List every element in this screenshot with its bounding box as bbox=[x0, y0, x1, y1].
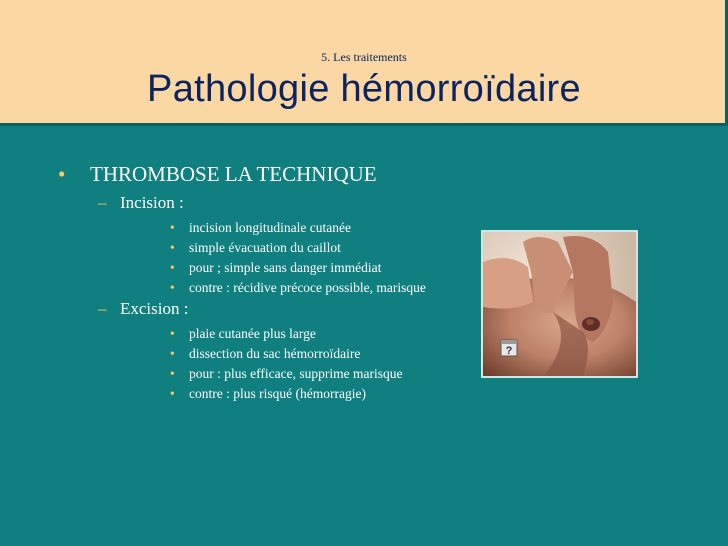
bullet: • bbox=[170, 386, 175, 401]
bullet: • bbox=[170, 280, 175, 295]
bullet: • bbox=[170, 366, 175, 381]
section-label: Excision : bbox=[120, 299, 189, 318]
section-excision bbox=[58, 299, 458, 319]
dash: – bbox=[98, 193, 107, 212]
list-item-text: contre : récidive précoce possible, marisque bbox=[189, 280, 426, 295]
list-item bbox=[58, 365, 489, 382]
list-item bbox=[58, 259, 489, 276]
list-item bbox=[58, 385, 489, 402]
list-item-text: dissection du sac hémorroïdaire bbox=[189, 346, 361, 361]
section-label: Incision : bbox=[120, 193, 184, 212]
outline-heading: THROMBOSE LA TECHNIQUE bbox=[90, 162, 377, 186]
clinical-photo[interactable] bbox=[481, 230, 638, 378]
bullet: • bbox=[170, 346, 175, 361]
list-item-text: pour : plus efficace, supprime marisque bbox=[189, 366, 403, 381]
list-item bbox=[58, 345, 489, 362]
list-item-text: plaie cutanée plus large bbox=[189, 326, 316, 341]
slide-content bbox=[58, 162, 458, 405]
outline-heading-item bbox=[58, 162, 458, 187]
photo-image bbox=[483, 232, 636, 376]
slide-subtitle: 5. Les traitements bbox=[321, 50, 407, 64]
list-item bbox=[58, 325, 489, 342]
list-item bbox=[58, 219, 489, 236]
slide-title: Pathologie hémorroïdaire bbox=[147, 68, 581, 110]
bullet: • bbox=[170, 240, 175, 255]
bullet: • bbox=[170, 220, 175, 235]
bullet: • bbox=[58, 162, 66, 186]
missing-media-icon-bar bbox=[501, 340, 517, 344]
list-item-text: pour ; simple sans danger immédiat bbox=[189, 260, 382, 275]
dash: – bbox=[98, 299, 107, 318]
bullet: • bbox=[170, 326, 175, 341]
bullet: • bbox=[170, 260, 175, 275]
list-item-text: incision longitudinale cutanée bbox=[189, 220, 351, 235]
section-incision bbox=[58, 193, 458, 213]
list-item bbox=[58, 279, 489, 296]
list-item-text: simple évacuation du caillot bbox=[189, 240, 341, 255]
list-item bbox=[58, 239, 489, 256]
missing-media-glyph: ? bbox=[505, 345, 513, 357]
slide-header bbox=[0, 0, 728, 126]
list-item-text: contre : plus risqué (hémorragie) bbox=[189, 386, 366, 401]
